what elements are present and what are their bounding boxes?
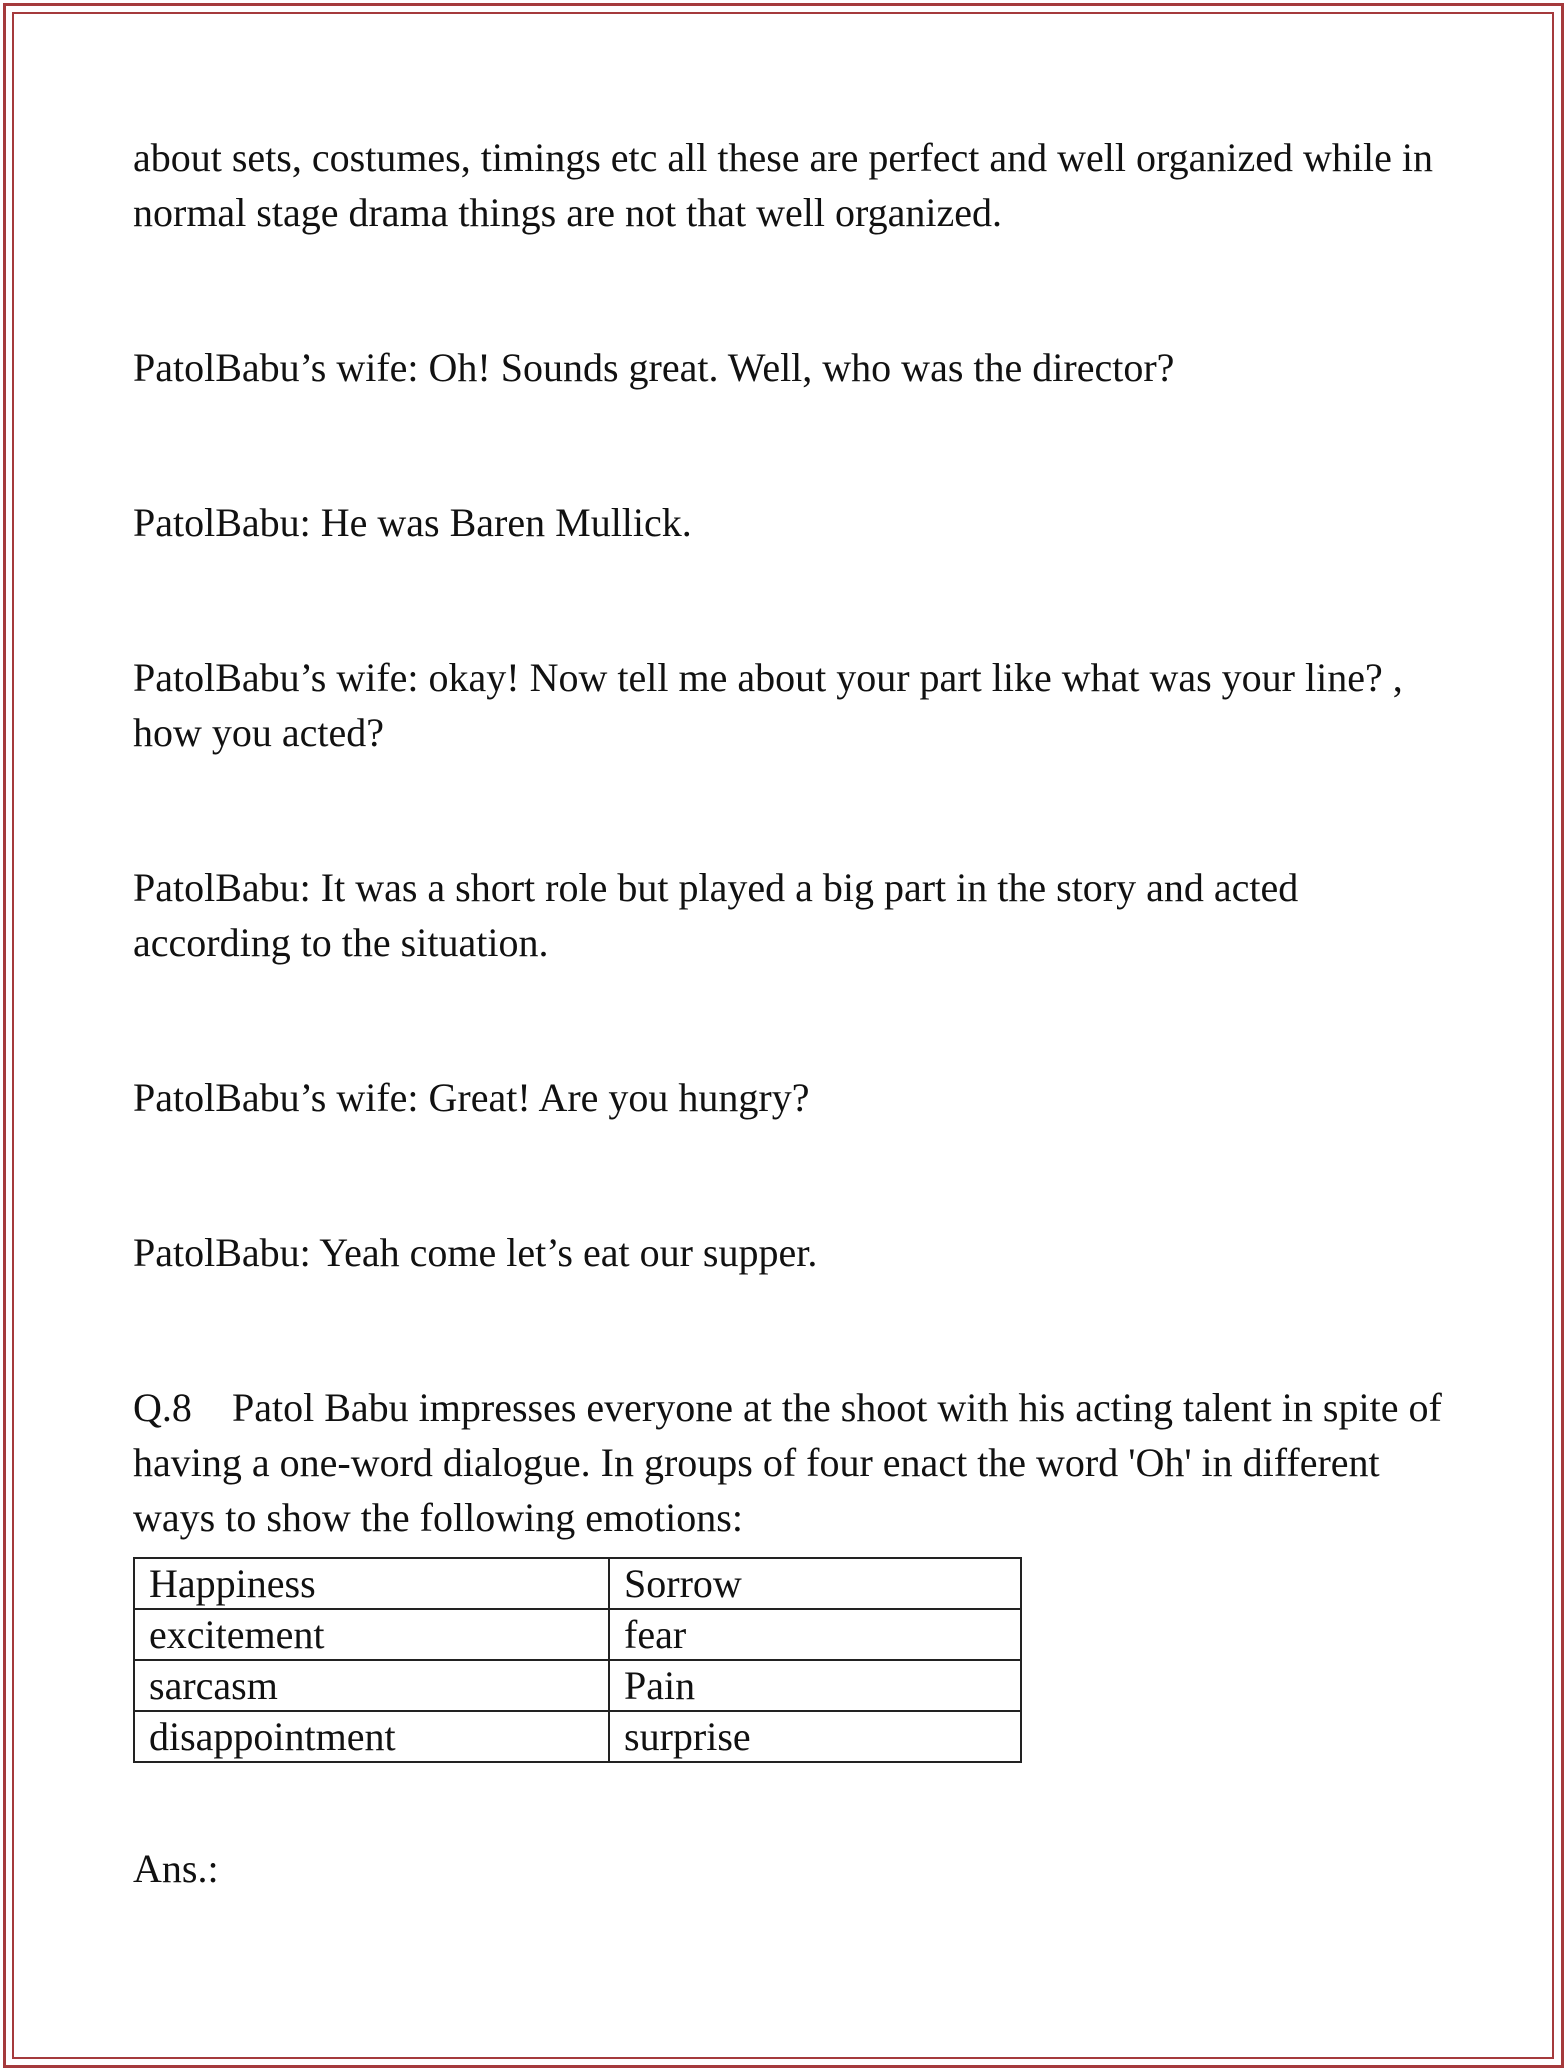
table-cell: disappointment <box>134 1711 609 1762</box>
table-cell: fear <box>609 1609 1021 1660</box>
paragraph-continuation: about sets, costumes, timings etc all these are perfect and well organized while in normal stage drama things are not that well organized. <box>133 135 1433 235</box>
dialogue-patolbabu-supper: PatolBabu: Yeah come let’s eat our supper. <box>133 1230 818 1275</box>
table-cell: sarcasm <box>134 1660 609 1711</box>
answer-label: Ans.: <box>133 1846 219 1891</box>
table-cell: Happiness <box>134 1558 609 1609</box>
emotions-table <box>133 1557 1022 1763</box>
table-row <box>134 1660 1021 1711</box>
dialogue-wife-part: PatolBabu’s wife: okay! Now tell me about your part like what was your line? , how you acted? <box>133 655 1403 755</box>
table-row <box>134 1609 1021 1660</box>
table-row <box>134 1711 1021 1762</box>
dialogue-patolbabu-director: PatolBabu: He was Baren Mullick. <box>133 500 692 545</box>
question-number: Q.8 <box>133 1385 192 1430</box>
table-row <box>134 1558 1021 1609</box>
table-cell: excitement <box>134 1609 609 1660</box>
table-cell: Sorrow <box>609 1558 1021 1609</box>
question-8 <box>133 1380 1443 1545</box>
dialogue-wife-hungry: PatolBabu’s wife: Great! Are you hungry? <box>133 1075 810 1120</box>
question-text: Patol Babu impresses everyone at the shoot with his acting talent in spite of having a one-word dialogue. In groups of four enact the word 'Oh' in different ways to show the following emotions: <box>133 1385 1442 1540</box>
dialogue-wife-director: PatolBabu’s wife: Oh! Sounds great. Well, who was the director? <box>133 345 1175 390</box>
table-cell: Pain <box>609 1660 1021 1711</box>
dialogue-patolbabu-role: PatolBabu: It was a short role but played a big part in the story and acted according to the situation. <box>133 865 1299 965</box>
document-page <box>133 130 1443 1896</box>
table-cell: surprise <box>609 1711 1021 1762</box>
